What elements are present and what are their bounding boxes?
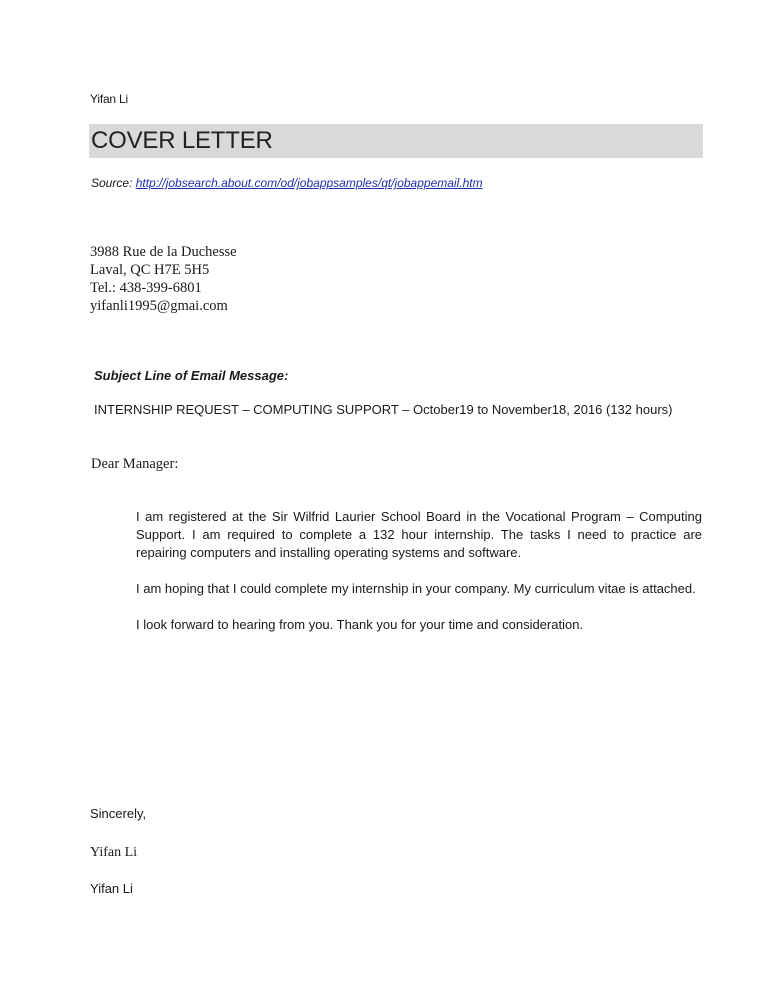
body-paragraph: I am registered at the Sir Wilfrid Laurier School Board in the Vocational Program – Computing Support. I am required to complete a 132 hour internship. The tasks I need to practice are repairing computers and installing operating systems and software. [136,509,702,560]
address-street: 3988 Rue de la Duchesse [90,244,237,260]
salutation: Dear Manager: [91,456,179,472]
address-city: Laval, QC H7E 5H5 [90,262,210,278]
signature-name: Yifan Li [90,845,138,860]
document-title: COVER LETTER [91,127,273,154]
typed-name: Yifan Li [90,881,133,896]
source-line [91,176,483,190]
body-paragraph: I look forward to hearing from you. Thank you for your time and consideration. [136,617,584,632]
subject-text: INTERNSHIP REQUEST – COMPUTING SUPPORT – October19 to November18, 2016 (132 hours) [94,402,673,417]
body-paragraph: I am hoping that I could complete my internship in your company. My curriculum vitae is attached. [136,581,696,596]
source-link[interactable]: http://jobsearch.about.com/od/jobappsamples/qt/jobappemail.htm [135,176,483,190]
closing-sign-off: Sincerely, [90,806,147,821]
sender-address [90,243,237,315]
subject-label: Subject Line of Email Message: [94,368,289,383]
header-author-name: Yifan Li [90,92,128,106]
address-phone: Tel.: 438-399-6801 [90,280,202,296]
letter-body [136,508,702,652]
address-email: yifanli1995@gmai.com [90,298,228,314]
source-label: Source: [91,176,133,190]
